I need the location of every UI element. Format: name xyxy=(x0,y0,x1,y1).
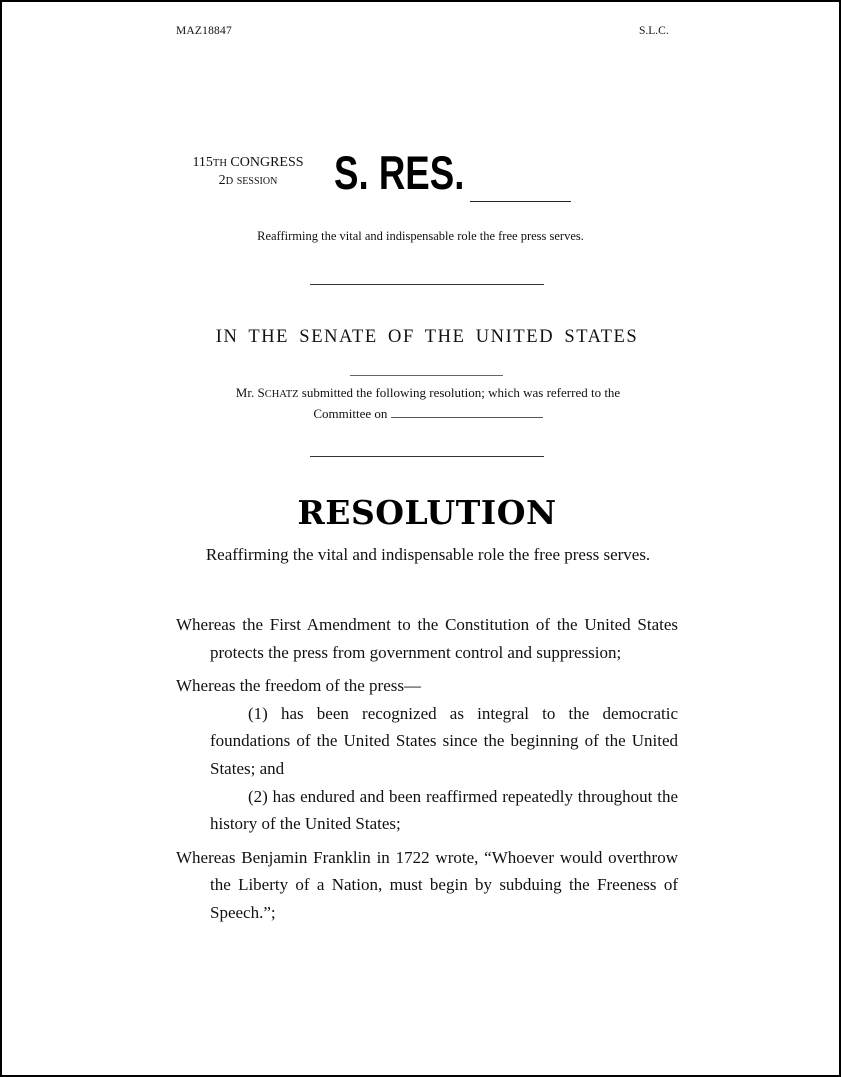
official-title: Reaffirming the vital and indispensable role the free press serves. xyxy=(205,545,651,564)
whereas-clause: Whereas the freedom of the press— xyxy=(176,676,421,696)
document-id: MAZ18847 xyxy=(176,25,232,37)
office-code: S.L.C. xyxy=(639,25,669,37)
divider-rule-thin xyxy=(350,375,503,376)
session-number: 2 xyxy=(218,173,226,188)
action-text: submitted the following resolution; which was referred to the xyxy=(301,385,621,400)
whereas-clause: Whereas the First Amendment to the Constitution of the United States protects the press from government control and suppression; xyxy=(176,615,678,662)
whereas-sub-item: (1) has been recognized as integral to the democratic foundations of the United States since the beginning of the United States; and xyxy=(210,703,678,778)
sponsor-name: SCHATZ xyxy=(257,385,299,400)
chamber-heading: IN THE SENATE OF THE UNITED STATES xyxy=(215,327,639,347)
divider-rule xyxy=(310,456,544,457)
divider-rule xyxy=(310,284,544,285)
congress-number: 115 xyxy=(192,155,213,170)
session-line xyxy=(176,172,320,190)
resolution-body xyxy=(176,611,678,933)
congress-suffix: TH xyxy=(212,158,227,169)
session-suffix: D xyxy=(225,176,234,187)
whereas-clause: Whereas Benjamin Franklin in 1722 wrote, “Whoever would overthrow the Liberty of a Nation, must begin by subduing the Freeness of Speech.”; xyxy=(176,847,678,922)
resolution-title: RESOLUTION xyxy=(297,493,557,532)
committee-blank xyxy=(391,405,543,418)
congress-line xyxy=(176,154,320,172)
session-word: session xyxy=(236,173,278,188)
sponsor-prefix: Mr. xyxy=(235,385,255,400)
committee-label: Committee on xyxy=(313,406,388,421)
bill-number-blank xyxy=(470,201,571,202)
congress-session-block xyxy=(176,154,320,190)
congress-word: CONGRESS xyxy=(230,155,304,170)
action-statement xyxy=(180,383,676,423)
short-title: Reaffirming the vital and indispensable role the free press serves. xyxy=(257,229,584,243)
whereas-sub-item: (2) has endured and been reaffirmed repeatedly throughout the history of the United States; xyxy=(210,786,678,834)
bill-designation: S. RES. xyxy=(334,146,465,199)
